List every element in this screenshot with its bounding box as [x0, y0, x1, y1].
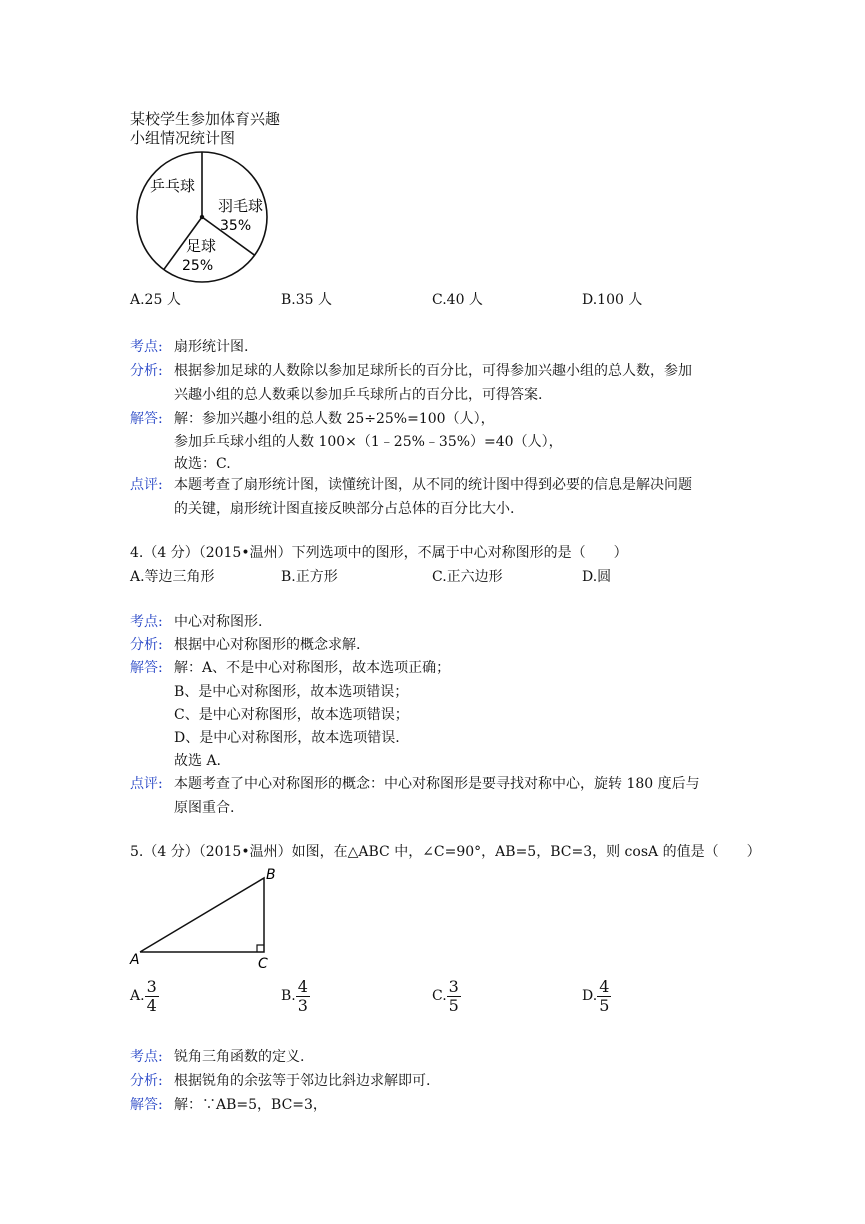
q4-jieda-line1: 解：A、不是中心对称图形，故本选项正确； — [174, 660, 451, 676]
q3-kaodian-label: 考点: — [130, 339, 163, 355]
fraction-numerator: 3 — [448, 977, 459, 996]
q5-option-b — [281, 978, 310, 1014]
q3-jieda-line2: 参加乒乓球小组的人数 100×（1﹣25%﹣35%）=40（人）， — [174, 434, 563, 450]
fraction — [296, 978, 310, 1014]
q3-dianping-label: 点评: — [130, 477, 163, 493]
slice-label-badminton: 羽毛球 — [218, 197, 264, 215]
q3-option-a: A.25 人 — [130, 292, 181, 308]
triangle-figure — [128, 866, 278, 972]
q3-option-c: C.40 人 — [432, 292, 483, 308]
vertex-label-a: A — [130, 952, 140, 968]
q5-option-c — [432, 978, 461, 1014]
q5-fenxi-label: 分析: — [130, 1073, 163, 1089]
pie-center — [200, 215, 204, 219]
q5-kaodian-label: 考点: — [130, 1049, 163, 1065]
q5-jieda-label: 解答: — [130, 1097, 163, 1113]
q3-jieda-line3: 故选：C. — [174, 456, 231, 472]
slice-percent-football: 25% — [182, 258, 214, 274]
triangle-abc — [140, 878, 264, 952]
chart-title-line2: 小组情况统计图 — [130, 129, 236, 147]
q3-jieda-label: 解答: — [130, 411, 163, 427]
q3-kaodian: 扇形统计图. — [174, 339, 249, 355]
pie-chart — [130, 146, 280, 288]
q5-stem: 5.（4 分）（2015•温州）如图，在△ABC 中，∠C=90°，AB=5，BC=3，则 cosA 的值是（ ） — [130, 844, 761, 860]
slice-percent-badminton: 35% — [220, 218, 252, 234]
q4-option-b: B.正方形 — [281, 569, 338, 585]
q3-dianping-line2: 的关键，扇形统计图直接反映部分占总体的百分比大小. — [174, 501, 515, 517]
q4-dianping-label: 点评: — [130, 776, 163, 792]
q3-option-d: D.100 人 — [582, 292, 643, 308]
q5-option-a — [130, 978, 159, 1014]
q5-option-d — [582, 978, 611, 1014]
q5-option-a-prefix: A. — [130, 988, 145, 1005]
fraction — [447, 978, 461, 1014]
q5-jieda-line1: 解：∵AB=5，BC=3， — [174, 1097, 327, 1113]
q4-jieda-line2: B、是中心对称图形，故本选项错误； — [174, 684, 409, 700]
q5-kaodian: 锐角三角函数的定义. — [174, 1049, 305, 1065]
q5-option-d-prefix: D. — [582, 988, 598, 1005]
q3-jieda-line1: 解：参加兴趣小组的总人数 25÷25%=100（人）， — [174, 411, 495, 427]
fraction — [145, 978, 159, 1014]
q3-fenxi-line2: 兴趣小组的总人数乘以参加乒乓球所占的百分比，可得答案. — [174, 387, 543, 403]
q4-jieda-line3: C、是中心对称图形，故本选项错误； — [174, 707, 409, 723]
q5-option-c-prefix: C. — [432, 988, 447, 1005]
fraction-denominator: 3 — [297, 995, 308, 1015]
q4-option-d: D.圆 — [582, 569, 612, 585]
q4-dianping-line1: 本题考查了中心对称图形的概念：中心对称图形是要寻找对称中心，旋转 180 度后与 — [174, 776, 700, 792]
q5-option-b-prefix: B. — [281, 988, 296, 1005]
q3-option-b: B.35 人 — [281, 292, 333, 308]
fraction — [597, 978, 611, 1014]
slice-label-football: 足球 — [186, 237, 217, 255]
q4-option-c: C.正六边形 — [432, 569, 503, 585]
chart-title-line1: 某校学生参加体育兴趣 — [130, 110, 281, 128]
fraction-numerator: 3 — [146, 977, 157, 996]
right-angle-mark — [257, 945, 264, 952]
q3-fenxi-label: 分析: — [130, 363, 163, 379]
fraction-denominator: 5 — [599, 995, 610, 1015]
q4-dianping-line2: 原图重合. — [174, 800, 235, 816]
fraction-numerator: 4 — [599, 977, 610, 996]
q4-kaodian-label: 考点: — [130, 614, 163, 630]
q4-stem: 4.（4 分）（2015•温州）下列选项中的图形，不属于中心对称图形的是（ ） — [130, 545, 628, 561]
fraction-denominator: 5 — [448, 995, 459, 1015]
q4-fenxi-label: 分析: — [130, 637, 163, 653]
q4-fenxi: 根据中心对称图形的概念求解. — [174, 637, 361, 653]
vertex-label-c: C — [258, 956, 268, 972]
q4-jieda-label: 解答: — [130, 660, 163, 676]
q4-jieda-line5: 故选 A. — [174, 753, 222, 769]
q4-jieda-line4: D、是中心对称图形，故本选项错误. — [174, 730, 400, 746]
q5-fenxi: 根据锐角的余弦等于邻边比斜边求解即可. — [174, 1073, 431, 1089]
q3-dianping-line1: 本题考查了扇形统计图，读懂统计图，从不同的统计图中得到必要的信息是解决问题 — [174, 477, 692, 493]
slice-label-pingpong: 乒乓球 — [150, 177, 196, 195]
q4-option-a: A.等边三角形 — [130, 569, 215, 585]
q4-kaodian: 中心对称图形. — [174, 614, 263, 630]
q3-fenxi-line1: 根据参加足球的人数除以参加足球所长的百分比，可得参加兴趣小组的总人数，参加 — [174, 363, 692, 379]
fraction-numerator: 4 — [297, 977, 308, 996]
fraction-denominator: 4 — [146, 995, 157, 1015]
vertex-label-b: B — [266, 867, 276, 883]
